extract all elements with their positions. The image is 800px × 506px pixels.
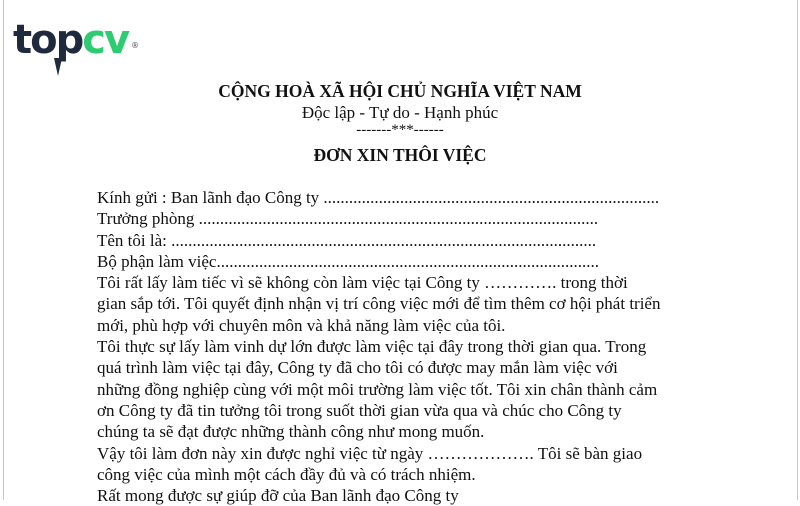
- body-line: quá trình làm việc tại đây, Công ty đã cho tôi có được may mắn làm việc với: [97, 358, 618, 378]
- document-title: ĐƠN XIN THÔI VIỆC: [313, 145, 487, 165]
- body-line: công việc của mình một cách đầy đủ và có trách nhiệm.: [97, 464, 476, 484]
- body-line: Tôi thực sự lấy làm vinh dự lớn được làm việc tại đây trong thời gian qua. Trong: [97, 337, 647, 357]
- body-line: gian sắp tới. Tôi quyết định nhận vị trí công việc mới để tìm thêm cơ hội phát triển: [97, 294, 661, 314]
- letter-body: [97, 187, 717, 506]
- body-line: Vậy tôi làm đơn này xin được nghỉ việc từ ngày ………………. Tôi sẽ bàn giao: [97, 443, 643, 463]
- body-line: Rất mong được sự giúp đỡ của Ban lãnh đạo Công ty: [97, 486, 459, 506]
- necktie-icon: [54, 58, 62, 76]
- logo-text-top: top: [13, 17, 83, 63]
- department-line: Bộ phận làm việc..........................................................................................: [97, 251, 599, 271]
- motto: Độc lập - Tự do - Hạnh phúc: [301, 103, 499, 122]
- topcv-logo: [13, 17, 140, 63]
- registered-mark-icon: ®: [131, 41, 140, 50]
- name-line: Tên tôi là: ....................................................................................................: [97, 230, 597, 250]
- body-line: ơn Công ty đã tin tưởng tôi trong suốt thời gian vừa qua và chúc cho Công ty: [97, 400, 622, 420]
- separator: -------***------: [356, 122, 444, 138]
- body-line: những đồng nghiệp cùng với một môi trường làm việc tốt. Tôi xin chân thành cảm: [97, 379, 658, 399]
- nation-heading: CỘNG HOÀ XÃ HỘI CHỦ NGHĨA VIỆT NAM: [218, 81, 582, 101]
- logo-text-cv: cv: [82, 17, 129, 63]
- body-line: chúng ta sẽ đạt được những thành công như mong muốn.: [97, 422, 485, 442]
- recipient-line: Kính gửi : Ban lãnh đạo Công ty ...............................................................................: [97, 188, 660, 207]
- body-line: Tôi rất lấy làm tiếc vì sẽ không còn làm việc tại Công ty …………. trong thời: [97, 273, 628, 293]
- body-line: mới, phù hợp với chuyên môn và khả năng làm việc của tôi.: [97, 315, 506, 335]
- department-head-line: Trưởng phòng ..............................................................................................: [97, 209, 599, 229]
